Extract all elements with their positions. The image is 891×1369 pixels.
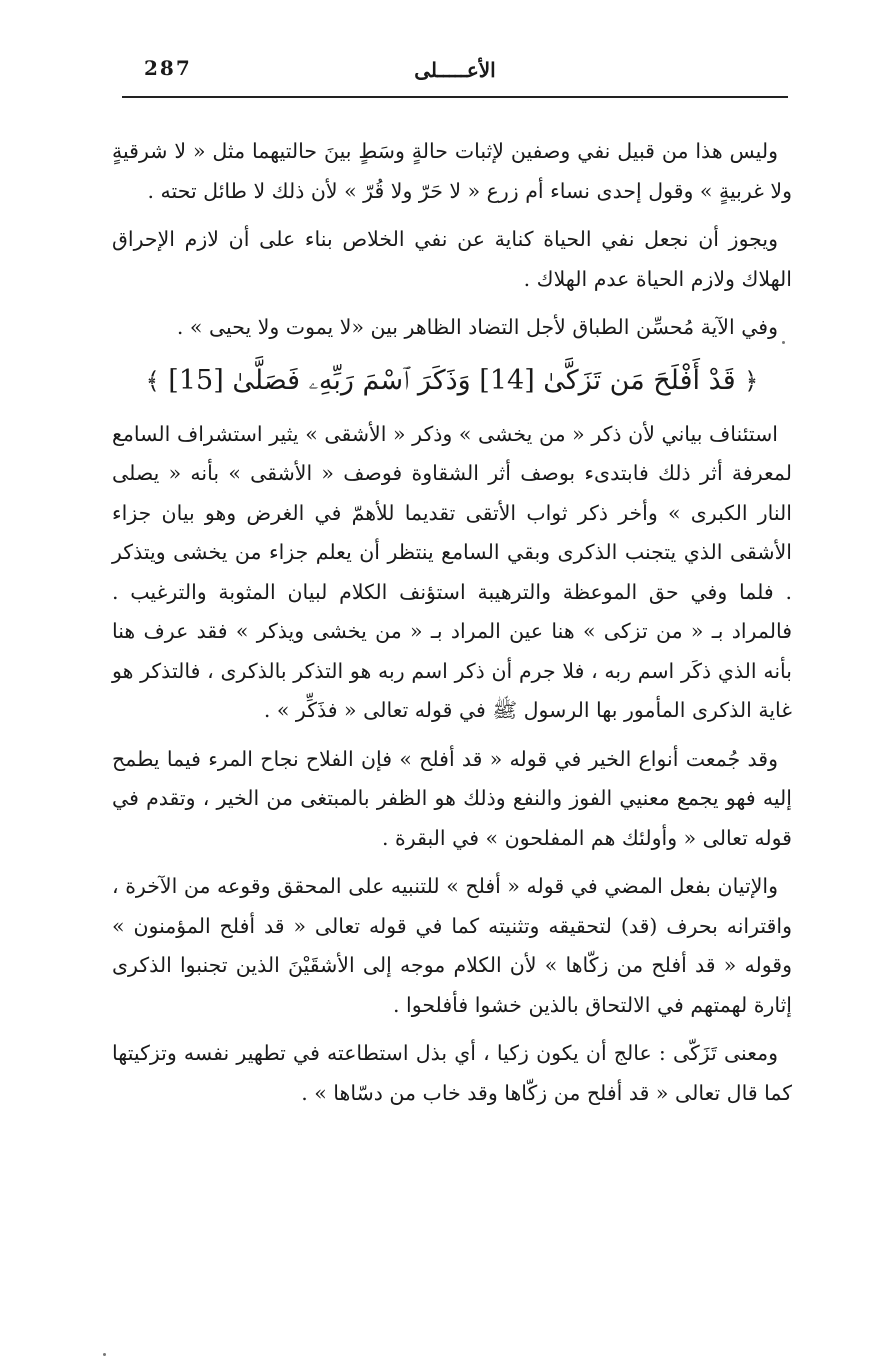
body-text bbox=[112, 132, 792, 1122]
page-number: 287 bbox=[144, 56, 192, 80]
paragraph-5: وقد جُمعت أنواع الخير في قوله « قد أفلح » فإن الفلاح نجاح المرء فيما يطمح إليه فهو يجمع معنيي الفوز والنفع وذلك هو الظفر بالمبتغى من الخير ، وتقدم في قوله تعالى « وأولئك هم المفلحون » في البقرة . bbox=[112, 746, 792, 850]
paragraph-3: وفي الآية مُحسِّن الطباق لأجل التضاد الظاهر بين «لا يموت ولا يحيى » . bbox=[176, 315, 778, 339]
verse-open-bracket: ﴿ bbox=[744, 366, 759, 395]
running-title: الأعـــــلى bbox=[414, 58, 496, 82]
scan-speck bbox=[782, 341, 785, 344]
paragraph-1: وليس هذا من قبيل نفي وصفين لإثبات حالةٍ وسَطٍ بينَ حالتيهما مثل « لا شرقيةٍ ولا غربيةٍ » وقول إحدى نساء أم زرع « لا حَرّ ولا قُرّ » لأن ذلك لا طائل تحته . bbox=[112, 139, 792, 203]
verse-close-bracket: ﴾ bbox=[145, 366, 160, 395]
paragraph-2: ويجوز أن نجعل نفي الحياة كناية عن نفي الخلاص بناء على أن لازم الإحراق الهلاك ولازم الحياة عدم الهلاك . bbox=[112, 227, 792, 291]
page-header bbox=[122, 48, 788, 98]
paragraph-7: ومعنى تَزَكّى : عالج أن يكون زكيا ، أي بذل استطاعته في تطهير نفسه وتزكيتها كما قال تعالى « قد أفلح من زكّاها وقد خاب من دسّاها » . bbox=[112, 1041, 792, 1105]
paragraph-4: استئناف بياني لأن ذكر « من يخشى » وذكر « الأشقى » يثير استشراف السامع لمعرفة أثر ذلك فابتدىء بوصف أثر الشقاوة فوصف « الأشقى » بأنه « يصلى النار الكبرى » وأخر ذكر ثواب الأتقى تقديما للأهمّ في الغرض وهو بيان جزاء الأشقى الذي يتجنب الذكرى وبقي السامع ينتظر أن يعلم جزاء من يخشى ويتذكر . فلما وفي حق الموعظة والترهيبة استؤنف الكلام لبيان المثوبة والترغيب . فالمراد بـ « من تزكى » هنا عين المراد بـ « من يخشى ويذكر » فقد عرف هنا بأنه الذي ذكَر اسم ربه ، فلا جرم أن ذكر اسم ربه هو التذكر بالذكرى ، فالتذكر هو غاية الذكرى المأمور بها الرسول ﷺ في قوله تعالى « فذَكِّر » . bbox=[112, 421, 792, 722]
paragraph-6: والإتيان بفعل المضي في قوله « أفلح » للتنبيه على المحقق وقوعه من الآخرة ، واقترانه بحرف (قد) لتحقيقه وتثنيته كما في قوله تعالى « قد أفلح المؤمنون » وقوله « قد أفلح من زكّاها » لأن الكلام موجه إلى الأشقَيْنَ الذين تجنبوا الذكرى إثارة لهمتهم في الالتحاق بالذين خشوا فأفلحوا . bbox=[112, 874, 792, 1017]
verse-text: قَدْ أَفْلَحَ مَن تَزَكَّىٰ [14] وَذَكَرَ ٱسْمَ رَبِّهِۦ فَصَلَّىٰ [15] bbox=[168, 364, 736, 396]
quran-verse bbox=[112, 357, 792, 405]
scan-speck bbox=[103, 1353, 106, 1356]
